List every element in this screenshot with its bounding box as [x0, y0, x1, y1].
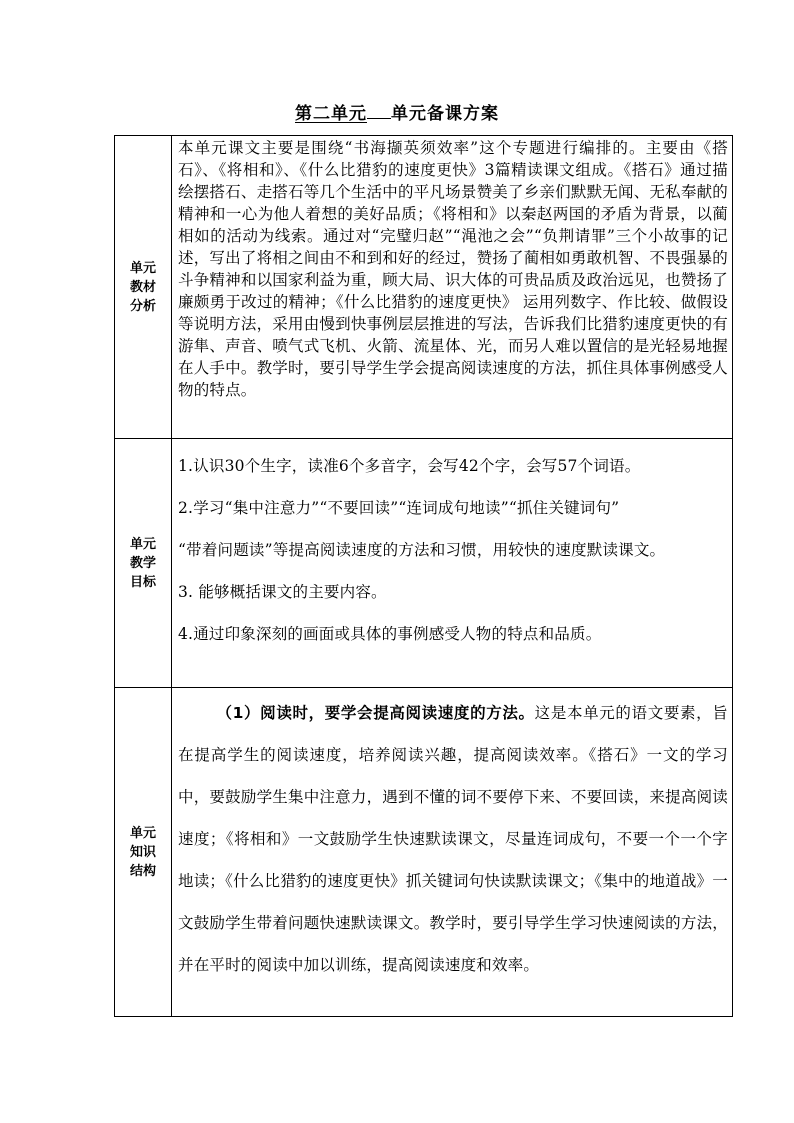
knowledge-lead: （1）阅读时，要学会提高阅读速度的方法。 [216, 704, 535, 722]
title-plan: 单元备课方案 [391, 104, 499, 124]
lesson-plan-table [114, 135, 733, 1017]
knowledge-cell [172, 688, 733, 1017]
heading-knowledge: 单元 知识 结构 [115, 688, 172, 1017]
knowledge-body: 这是本单元的语文要素，旨在提高学生的阅读速度，培养阅读兴趣，提高阅读效率。《搭石》一文的学习中，要鼓励学生集中注意力，遇到不懂的词不要停下来、不要回读，来提高阅读速度；《将相和》一文鼓励学生快速默读课文，尽量连词成句，不要一个一个字地读；《什么比猎豹的速度更快》抓关键词句快读默读课文；《集中的地道战》一文鼓励学生带着问题快速默读课文。教学时，要引导学生学习快速阅读的方法，并在平时的阅读中加以训练，提高阅读速度和效率。 [178, 704, 728, 974]
goal-item: 2.学习“集中注意力”“不要回读”“连词成句地读”“抓住关键词句” [178, 499, 620, 517]
row-analysis [115, 136, 733, 439]
analysis-cell [172, 136, 733, 439]
goal-item: 1.认识30个生字，读准6个多音字，会写42个字，会写57个词语。 [178, 457, 641, 475]
goals-cell [172, 439, 733, 688]
goal-item: 4.通过印象深刻的画面或具体的事例感受人物的特点和品质。 [178, 625, 602, 643]
page-title [0, 100, 794, 128]
heading-analysis: 单元 教材 分析 [115, 136, 172, 439]
goal-item: “带着问题读”等提高阅读速度的方法和习惯，用较快的速度默读课文。 [178, 541, 666, 559]
row-goals [115, 439, 733, 688]
goals-list [172, 439, 732, 687]
analysis-text: 本单元课文主要是围绕“书海撷英须效率”这个专题进行编排的。主要由《搭石》、《将相和》、《什么比猎豹的速度更快》3篇精读课文组成。《搭石》通过描绘摆搭石、走搭石等几个生活中的平凡场景赞美了乡亲们默默无闻、无私奉献的精神和一心为他人着想的美好品质；《将相和》以秦赵两国的矛盾为背景，以蔺相如的活动为线索。通过对“完璧归赵”“渑池之会”“负荆请罪”三个小故事的记述，写出了将相之间由不和到和好的经过，赞扬了蔺相如勇敢机智、不畏强暴的斗争精神和以国家利益为重，顾大局、识大体的可贵品质及政治远见，也赞扬了廉颇勇于改过的精神；《什么比猎豹的速度更快》 运用列数字、作比较、做假设等说明方法，采用由慢到快事例层层推进的写法，告诉我们比猎豹速度更快的有游隼、声音、喷气式飞机、火箭、流星体、光，而另人难以置信的是光轻易地握在人手中。教学时，要引导学生学会提高阅读速度的方法，抓住具体事例感受人物的特点。 [178, 139, 728, 399]
title-gap [367, 100, 391, 119]
goal-item: 3. 能够概括课文的主要内容。 [178, 583, 387, 601]
title-unit: 第二单元 [295, 104, 367, 124]
knowledge-text [172, 688, 732, 1016]
heading-goals: 单元 教学 目标 [115, 439, 172, 688]
row-knowledge [115, 688, 733, 1017]
